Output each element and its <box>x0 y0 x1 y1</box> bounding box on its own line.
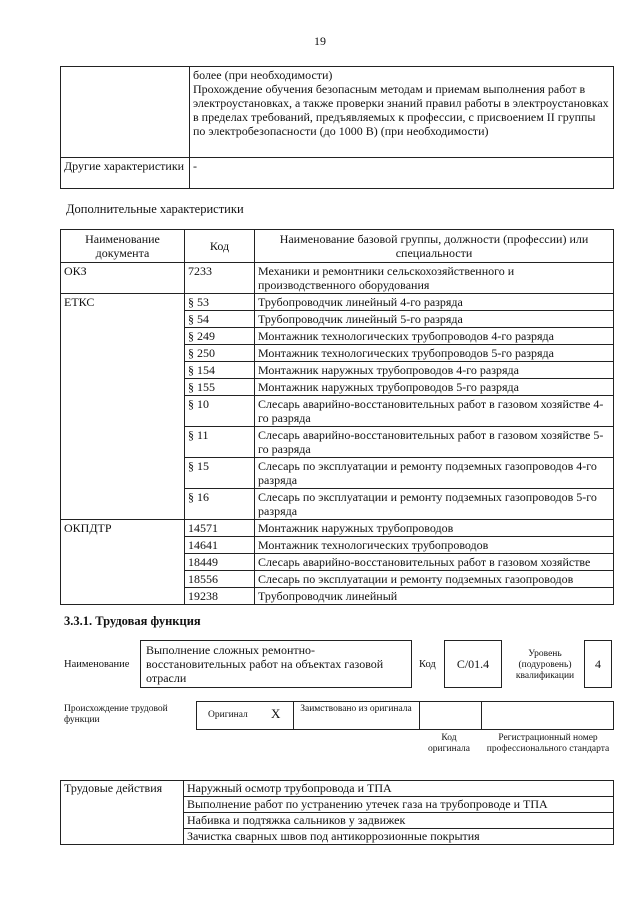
code-cell: § 154 <box>185 362 255 379</box>
level-label: Уровень (подуровень) квалификации <box>515 649 575 681</box>
document-name-cell: ОКПДТР <box>61 520 185 605</box>
occupation-name-cell: Монтажник наружных трубопроводов 4-го разряда <box>255 362 614 379</box>
name-label: Наименование <box>64 659 130 670</box>
header-document: Наименование документа <box>61 230 185 263</box>
code-cell: § 53 <box>185 294 255 311</box>
original-mark: X <box>271 706 281 721</box>
code-cell: § 11 <box>185 427 255 458</box>
additional-characteristics-table <box>60 229 614 605</box>
other-characteristics-value: - <box>190 158 614 189</box>
other-characteristics-label: Другие характеристики <box>61 158 190 189</box>
requirements-table-continuation <box>60 66 614 189</box>
code-cell: § 54 <box>185 311 255 328</box>
code-cell: § 155 <box>185 379 255 396</box>
page-number: 19 <box>314 34 326 48</box>
occupation-name-cell: Слесарь по эксплуатации и ремонту подземных газопроводов 5-го разряда <box>255 489 614 520</box>
reg-number-label: Регистрационный номер профессионального стандарта <box>486 733 610 754</box>
occupation-name-cell: Слесарь по эксплуатации и ремонту подземных газопроводов 4-го разряда <box>255 458 614 489</box>
borrowed-label: Заимствовано из оригинала <box>300 704 412 714</box>
occupation-name-cell: Монтажник технологических трубопроводов <box>255 537 614 554</box>
labor-action-item: Зачистка сварных швов под антикоррозионные покрытия <box>184 829 614 845</box>
code-cell: § 250 <box>185 345 255 362</box>
occupation-name-cell: Слесарь аварийно-восстановительных работ в газовом хозяйстве 5-го разряда <box>255 427 614 458</box>
occupation-name-cell: Монтажник наружных трубопроводов 5-го разряда <box>255 379 614 396</box>
code-cell: 18449 <box>185 554 255 571</box>
code-cell: § 16 <box>185 489 255 520</box>
code-cell: 18556 <box>185 571 255 588</box>
occupation-name-cell: Слесарь по эксплуатации и ремонту подземных газопроводов <box>255 571 614 588</box>
occupation-name-cell: Трубопроводчик линейный 5-го разряда <box>255 311 614 328</box>
code-box <box>444 640 502 688</box>
original-label: Оригинал <box>208 710 248 720</box>
code-original-label: Код оригинала <box>428 733 470 754</box>
occupation-name-cell: Монтажник технологических трубопроводов 5-го разряда <box>255 345 614 362</box>
level-value: 4 <box>595 657 601 671</box>
occupation-name-cell: Слесарь аварийно-восстановительных работ в газовом хозяйстве <box>255 554 614 571</box>
occupation-name-cell: Трубопроводчик линейный 4-го разряда <box>255 294 614 311</box>
occupation-name-cell: Механики и ремонтники сельскохозяйственного и производственного оборудования <box>255 263 614 294</box>
labor-function-title: 3.3.1. Трудовая функция <box>64 614 201 628</box>
labor-action-item: Наружный осмотр трубопровода и ТПА <box>184 781 614 797</box>
labor-action-item: Набивка и подтяжка сальников у задвижек <box>184 813 614 829</box>
function-name-box <box>140 640 412 688</box>
occupation-name-cell: Монтажник наружных трубопроводов <box>255 520 614 537</box>
code-cell: § 249 <box>185 328 255 345</box>
level-box <box>584 640 612 688</box>
labor-action-row <box>61 781 614 797</box>
code-cell: 19238 <box>185 588 255 605</box>
code-cell: 14641 <box>185 537 255 554</box>
occupation-name-cell: Трубопроводчик линейный <box>255 588 614 605</box>
header-name: Наименование базовой группы, должности (профессии) или специальности <box>255 230 614 263</box>
empty-cell <box>61 67 190 158</box>
code-cell: 14571 <box>185 520 255 537</box>
origin-label: Происхождение трудовой функции <box>64 704 168 725</box>
header-code: Код <box>185 230 255 263</box>
occupation-name-cell: Монтажник технологических трубопроводов 4-го разряда <box>255 328 614 345</box>
code-cell: § 15 <box>185 458 255 489</box>
code-cell: § 10 <box>185 396 255 427</box>
table-row <box>61 263 614 294</box>
function-name-value: Выполнение сложных ремонтно-восстановительных работ на объектах газовой отрасли <box>146 643 384 685</box>
labor-actions-table <box>60 780 614 845</box>
document-name-cell: ЕТКС <box>61 294 185 520</box>
occupation-name-cell: Слесарь аварийно-восстановительных работ в газовом хозяйстве 4-го разряда <box>255 396 614 427</box>
code-cell: 7233 <box>185 263 255 294</box>
additional-characteristics-caption: Дополнительные характеристики <box>66 202 244 216</box>
code-value: C/01.4 <box>456 657 490 671</box>
table-row <box>61 520 614 537</box>
labor-action-item: Выполнение работ по устранению утечек газа на трубопроводе и ТПА <box>184 797 614 813</box>
table-row <box>61 294 614 311</box>
requirements-text: более (при необходимости) Прохождение обучения безопасным методам и приемам выполнения работ в электроустановках, а также проверки знаний правил работы в электроустановках в пределах требований, предъявляемых к профессии, с присвоением II группы по электробезопасности (до 1000 В) (при необходимости) <box>190 67 614 158</box>
labor-actions-label: Трудовые действия <box>61 781 184 845</box>
code-label: Код <box>419 659 436 670</box>
document-name-cell: ОКЗ <box>61 263 185 294</box>
